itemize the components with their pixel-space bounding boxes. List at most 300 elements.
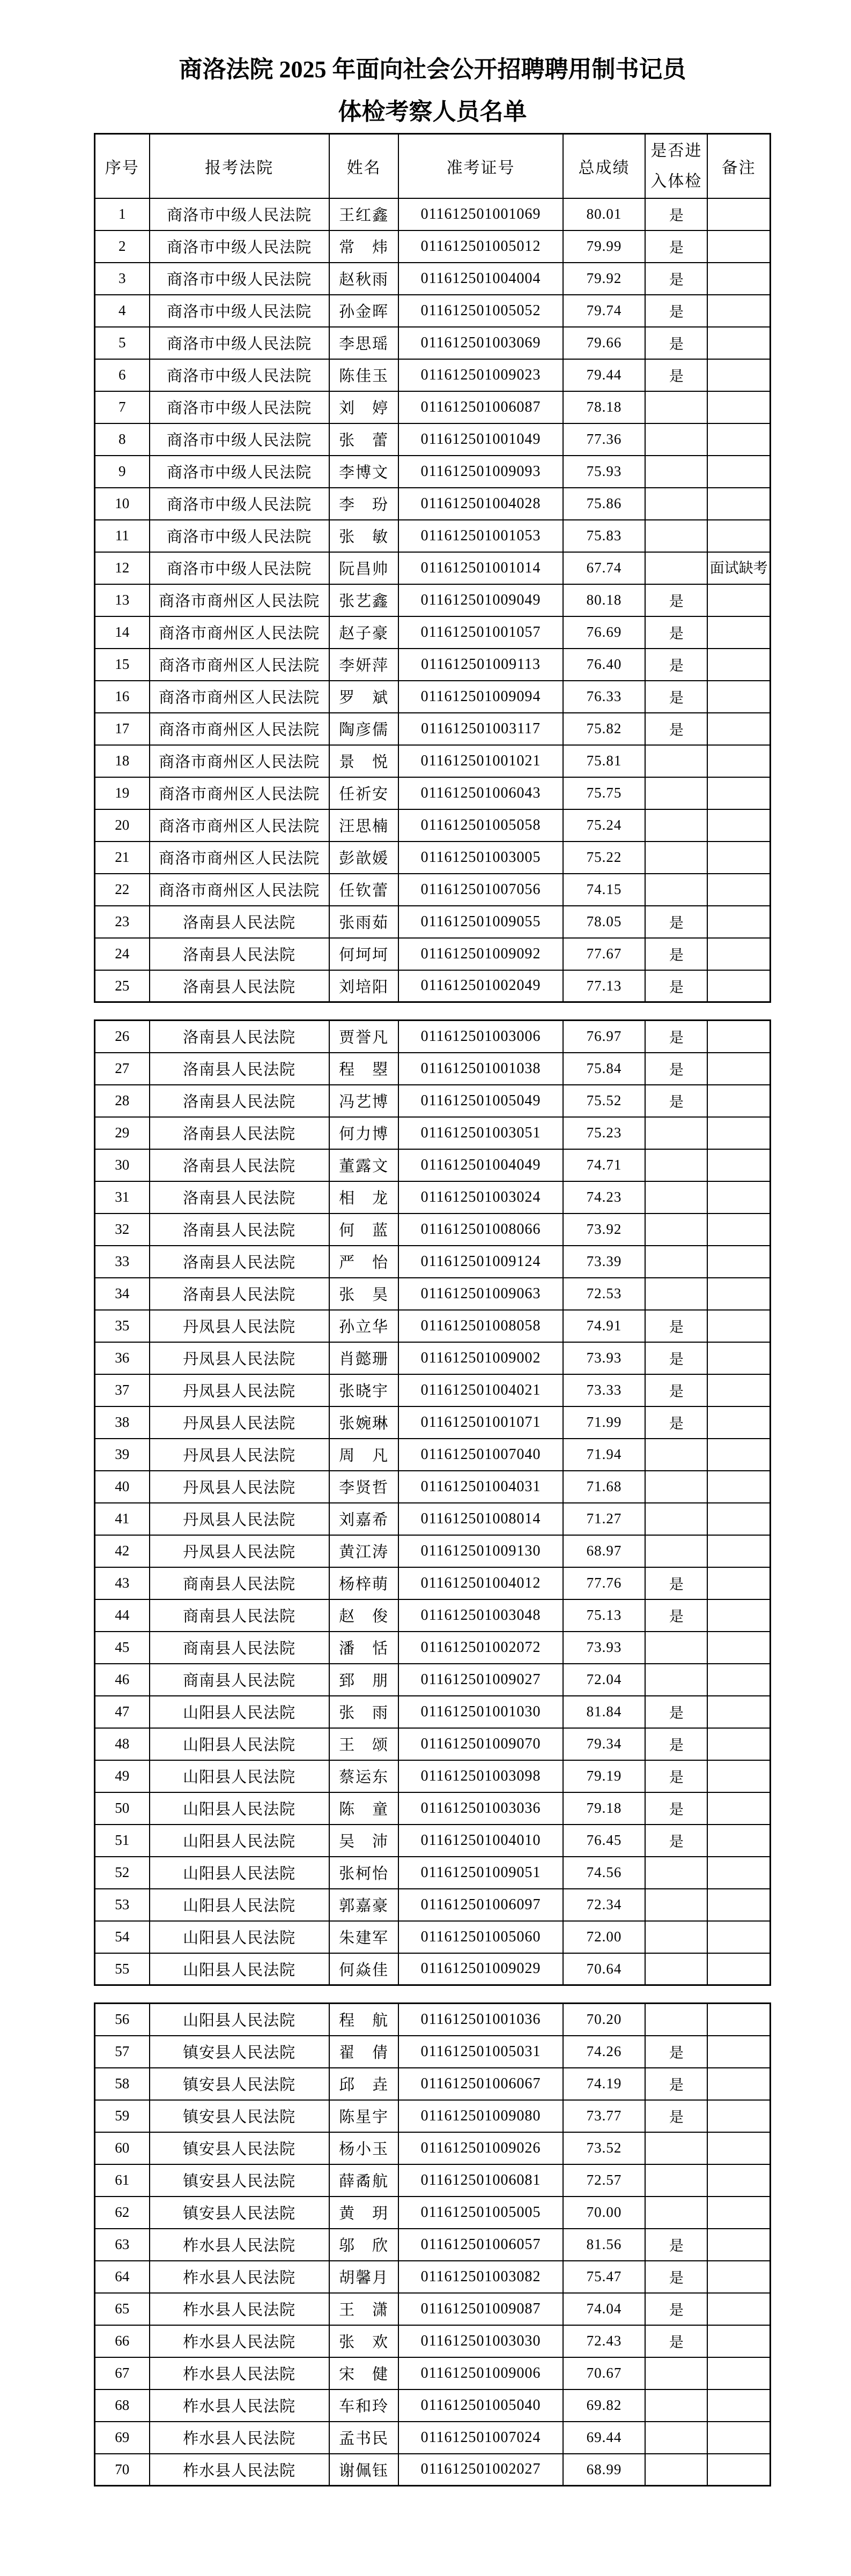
cell-medical-flag bbox=[645, 2389, 707, 2422]
cell-score: 76.40 bbox=[563, 649, 646, 681]
cell-remark bbox=[707, 1213, 770, 1246]
cell-score: 69.82 bbox=[563, 2389, 646, 2422]
cell-name: 王 潇 bbox=[329, 2293, 399, 2325]
table-row bbox=[95, 584, 771, 616]
cell-name: 任祈安 bbox=[329, 777, 399, 809]
cell-ticket: 011612501001057 bbox=[398, 616, 563, 649]
table-row bbox=[95, 1246, 771, 1278]
cell-medical-flag bbox=[645, 1664, 707, 1696]
table-row bbox=[95, 745, 771, 777]
cell-score: 73.77 bbox=[563, 2100, 646, 2132]
table-row bbox=[95, 1921, 771, 1953]
cell-remark bbox=[707, 456, 770, 488]
cell-no: 38 bbox=[95, 1406, 150, 1439]
cell-no: 10 bbox=[95, 488, 150, 520]
cell-ticket: 011612501009080 bbox=[398, 2100, 563, 2132]
cell-court: 商洛市商州区人民法院 bbox=[150, 584, 329, 616]
cell-name: 蔡运东 bbox=[329, 1760, 399, 1792]
cell-ticket: 011612501004028 bbox=[398, 488, 563, 520]
cell-score: 77.36 bbox=[563, 423, 646, 456]
cell-ticket: 011612501002027 bbox=[398, 2454, 563, 2486]
cell-score: 75.75 bbox=[563, 777, 646, 809]
cell-score: 70.20 bbox=[563, 2004, 646, 2036]
cell-no: 55 bbox=[95, 1953, 150, 1985]
table-row bbox=[95, 1953, 771, 1985]
table-row bbox=[95, 2422, 771, 2454]
cell-score: 71.27 bbox=[563, 1503, 646, 1535]
cell-medical-flag bbox=[645, 1632, 707, 1664]
cell-ticket: 011612501009070 bbox=[398, 1728, 563, 1760]
cell-ticket: 011612501004031 bbox=[398, 1471, 563, 1503]
table-row bbox=[95, 488, 771, 520]
cell-remark bbox=[707, 1439, 770, 1471]
cell-name: 潘 恬 bbox=[329, 1632, 399, 1664]
cell-medical-flag: 是 bbox=[645, 584, 707, 616]
cell-score: 79.19 bbox=[563, 1760, 646, 1792]
cell-name: 张 敏 bbox=[329, 520, 399, 552]
table-row bbox=[95, 777, 771, 809]
cell-ticket: 011612501005005 bbox=[398, 2197, 563, 2229]
cell-remark bbox=[707, 2132, 770, 2164]
cell-medical-flag bbox=[645, 1503, 707, 1535]
cell-medical-flag bbox=[645, 1213, 707, 1246]
cell-score: 72.04 bbox=[563, 1664, 646, 1696]
cell-remark bbox=[707, 2261, 770, 2293]
cell-court: 丹凤县人民法院 bbox=[150, 1535, 329, 1567]
cell-court: 山阳县人民法院 bbox=[150, 1760, 329, 1792]
cell-score: 72.00 bbox=[563, 1921, 646, 1953]
cell-court: 洛南县人民法院 bbox=[150, 1213, 329, 1246]
cell-name: 胡馨月 bbox=[329, 2261, 399, 2293]
cell-name: 阮昌帅 bbox=[329, 552, 399, 584]
cell-no: 46 bbox=[95, 1664, 150, 1696]
cell-remark bbox=[707, 2389, 770, 2422]
cell-court: 镇安县人民法院 bbox=[150, 2100, 329, 2132]
cell-score: 70.67 bbox=[563, 2357, 646, 2389]
cell-no: 25 bbox=[95, 970, 150, 1002]
cell-court: 商洛市中级人民法院 bbox=[150, 552, 329, 584]
cell-court: 商洛市中级人民法院 bbox=[150, 520, 329, 552]
cell-name: 汪思楠 bbox=[329, 809, 399, 842]
column-header-medical-line2: 入体检 bbox=[650, 172, 702, 190]
cell-medical-flag: 是 bbox=[645, 2229, 707, 2261]
cell-score: 73.52 bbox=[563, 2132, 646, 2164]
cell-no: 65 bbox=[95, 2293, 150, 2325]
table-row bbox=[95, 1599, 771, 1632]
cell-name: 李妍萍 bbox=[329, 649, 399, 681]
table-row bbox=[95, 1632, 771, 1664]
cell-court: 洛南县人民法院 bbox=[150, 1181, 329, 1213]
cell-court: 商洛市中级人民法院 bbox=[150, 327, 329, 359]
cell-score: 77.76 bbox=[563, 1567, 646, 1599]
cell-medical-flag: 是 bbox=[645, 1567, 707, 1599]
cell-remark bbox=[707, 2357, 770, 2389]
cell-remark bbox=[707, 1857, 770, 1889]
cell-no: 27 bbox=[95, 1053, 150, 1085]
table-row bbox=[95, 359, 771, 391]
table-row bbox=[95, 1374, 771, 1406]
cell-court: 丹凤县人民法院 bbox=[150, 1471, 329, 1503]
cell-ticket: 011612501007024 bbox=[398, 2422, 563, 2454]
cell-court: 商洛市商州区人民法院 bbox=[150, 616, 329, 649]
cell-remark bbox=[707, 745, 770, 777]
cell-remark bbox=[707, 520, 770, 552]
cell-remark bbox=[707, 1792, 770, 1825]
cell-remark bbox=[707, 1567, 770, 1599]
cell-name: 刘嘉希 bbox=[329, 1503, 399, 1535]
cell-remark bbox=[707, 874, 770, 906]
cell-score: 74.23 bbox=[563, 1181, 646, 1213]
cell-score: 73.92 bbox=[563, 1213, 646, 1246]
cell-no: 53 bbox=[95, 1889, 150, 1921]
cell-court: 洛南县人民法院 bbox=[150, 1278, 329, 1310]
table-row bbox=[95, 1760, 771, 1792]
cell-medical-flag bbox=[645, 1246, 707, 1278]
cell-ticket: 011612501003082 bbox=[398, 2261, 563, 2293]
cell-medical-flag: 是 bbox=[645, 2293, 707, 2325]
cell-no: 59 bbox=[95, 2100, 150, 2132]
table-row bbox=[95, 1117, 771, 1149]
table-row bbox=[95, 1696, 771, 1728]
cell-remark bbox=[707, 1181, 770, 1213]
cell-medical-flag: 是 bbox=[645, 1599, 707, 1632]
cell-ticket: 011612501004049 bbox=[398, 1149, 563, 1181]
cell-medical-flag bbox=[645, 842, 707, 874]
table-row bbox=[95, 809, 771, 842]
table-row bbox=[95, 423, 771, 456]
cell-score: 74.71 bbox=[563, 1149, 646, 1181]
cell-medical-flag bbox=[645, 1953, 707, 1985]
cell-name: 李贤哲 bbox=[329, 1471, 399, 1503]
cell-medical-flag: 是 bbox=[645, 2261, 707, 2293]
cell-remark bbox=[707, 649, 770, 681]
cell-remark bbox=[707, 681, 770, 713]
cell-name: 罗 斌 bbox=[329, 681, 399, 713]
cell-no: 57 bbox=[95, 2036, 150, 2068]
cell-medical-flag bbox=[645, 2454, 707, 2486]
cell-remark bbox=[707, 1342, 770, 1374]
table-row bbox=[95, 616, 771, 649]
cell-name: 张婉琳 bbox=[329, 1406, 399, 1439]
cell-medical-flag: 是 bbox=[645, 1792, 707, 1825]
table-row bbox=[95, 938, 771, 970]
cell-no: 41 bbox=[95, 1503, 150, 1535]
table-row bbox=[95, 1503, 771, 1535]
cell-score: 72.34 bbox=[563, 1889, 646, 1921]
cell-no: 15 bbox=[95, 649, 150, 681]
cell-medical-flag: 是 bbox=[645, 1696, 707, 1728]
cell-remark bbox=[707, 2293, 770, 2325]
cell-name: 李 玢 bbox=[329, 488, 399, 520]
cell-court: 山阳县人民法院 bbox=[150, 1825, 329, 1857]
cell-name: 朱建军 bbox=[329, 1921, 399, 1953]
cell-score: 75.24 bbox=[563, 809, 646, 842]
cell-name: 宋 健 bbox=[329, 2357, 399, 2389]
cell-ticket: 011612501005060 bbox=[398, 1921, 563, 1953]
cell-remark bbox=[707, 2164, 770, 2197]
cell-remark bbox=[707, 777, 770, 809]
cell-ticket: 011612501001071 bbox=[398, 1406, 563, 1439]
cell-court: 商南县人民法院 bbox=[150, 1599, 329, 1632]
cell-court: 商洛市中级人民法院 bbox=[150, 359, 329, 391]
cell-remark bbox=[707, 198, 770, 230]
cell-court: 商洛市商州区人民法院 bbox=[150, 713, 329, 745]
cell-remark bbox=[707, 488, 770, 520]
table-row bbox=[95, 1342, 771, 1374]
cell-medical-flag bbox=[645, 777, 707, 809]
cell-no: 26 bbox=[95, 1021, 150, 1053]
cell-remark bbox=[707, 1310, 770, 1342]
cell-name: 赵 俊 bbox=[329, 1599, 399, 1632]
cell-score: 72.43 bbox=[563, 2325, 646, 2357]
cell-name: 孟书民 bbox=[329, 2422, 399, 2454]
cell-score: 79.99 bbox=[563, 230, 646, 263]
cell-medical-flag bbox=[645, 456, 707, 488]
table-row bbox=[95, 1310, 771, 1342]
cell-name: 王红鑫 bbox=[329, 198, 399, 230]
cell-name: 吴 沛 bbox=[329, 1825, 399, 1857]
cell-medical-flag bbox=[645, 2132, 707, 2164]
cell-medical-flag bbox=[645, 2197, 707, 2229]
cell-court: 丹凤县人民法院 bbox=[150, 1310, 329, 1342]
cell-no: 13 bbox=[95, 584, 150, 616]
cell-ticket: 011612501001036 bbox=[398, 2004, 563, 2036]
cell-remark bbox=[707, 2325, 770, 2357]
cell-ticket: 011612501003069 bbox=[398, 327, 563, 359]
cell-court: 丹凤县人民法院 bbox=[150, 1439, 329, 1471]
cell-court: 丹凤县人民法院 bbox=[150, 1342, 329, 1374]
table-row bbox=[95, 1213, 771, 1246]
cell-score: 72.53 bbox=[563, 1278, 646, 1310]
cell-score: 80.18 bbox=[563, 584, 646, 616]
cell-no: 62 bbox=[95, 2197, 150, 2229]
table-row bbox=[95, 649, 771, 681]
cell-ticket: 011612501003005 bbox=[398, 842, 563, 874]
cell-medical-flag: 是 bbox=[645, 2036, 707, 2068]
cell-name: 郭嘉豪 bbox=[329, 1889, 399, 1921]
cell-court: 商洛市商州区人民法院 bbox=[150, 745, 329, 777]
cell-score: 74.19 bbox=[563, 2068, 646, 2100]
cell-medical-flag bbox=[645, 1278, 707, 1310]
cell-ticket: 011612501008014 bbox=[398, 1503, 563, 1535]
cell-remark bbox=[707, 2036, 770, 2068]
roster-table-segment bbox=[94, 1019, 771, 1986]
cell-court: 丹凤县人民法院 bbox=[150, 1374, 329, 1406]
cell-remark bbox=[707, 1278, 770, 1310]
cell-no: 6 bbox=[95, 359, 150, 391]
cell-medical-flag bbox=[645, 2004, 707, 2036]
cell-name: 张雨茹 bbox=[329, 906, 399, 938]
cell-remark bbox=[707, 1953, 770, 1985]
cell-ticket: 011612501009094 bbox=[398, 681, 563, 713]
cell-medical-flag: 是 bbox=[645, 1825, 707, 1857]
cell-score: 77.13 bbox=[563, 970, 646, 1002]
cell-court: 山阳县人民法院 bbox=[150, 2004, 329, 2036]
cell-court: 山阳县人民法院 bbox=[150, 1953, 329, 1985]
cell-score: 75.81 bbox=[563, 745, 646, 777]
cell-no: 43 bbox=[95, 1567, 150, 1599]
cell-medical-flag: 是 bbox=[645, 1760, 707, 1792]
cell-no: 39 bbox=[95, 1439, 150, 1471]
roster-table-segment bbox=[94, 133, 771, 1003]
cell-score: 76.45 bbox=[563, 1825, 646, 1857]
table-row bbox=[95, 2325, 771, 2357]
cell-ticket: 011612501009027 bbox=[398, 1664, 563, 1696]
cell-ticket: 011612501001030 bbox=[398, 1696, 563, 1728]
cell-score: 71.68 bbox=[563, 1471, 646, 1503]
cell-medical-flag: 是 bbox=[645, 1374, 707, 1406]
cell-no: 24 bbox=[95, 938, 150, 970]
cell-medical-flag: 是 bbox=[645, 1053, 707, 1085]
cell-no: 47 bbox=[95, 1696, 150, 1728]
cell-score: 75.22 bbox=[563, 842, 646, 874]
cell-court: 洛南县人民法院 bbox=[150, 970, 329, 1002]
cell-court: 镇安县人民法院 bbox=[150, 2164, 329, 2197]
cell-court: 商洛市商州区人民法院 bbox=[150, 649, 329, 681]
cell-court: 柞水县人民法院 bbox=[150, 2229, 329, 2261]
cell-no: 52 bbox=[95, 1857, 150, 1889]
cell-no: 66 bbox=[95, 2325, 150, 2357]
column-header-score: 总成绩 bbox=[563, 134, 646, 198]
cell-remark bbox=[707, 263, 770, 295]
cell-ticket: 011612501003051 bbox=[398, 1117, 563, 1149]
cell-remark bbox=[707, 2422, 770, 2454]
cell-remark bbox=[707, 1149, 770, 1181]
cell-no: 21 bbox=[95, 842, 150, 874]
cell-court: 商洛市中级人民法院 bbox=[150, 295, 329, 327]
cell-score: 69.44 bbox=[563, 2422, 646, 2454]
cell-medical-flag bbox=[645, 1857, 707, 1889]
cell-score: 79.74 bbox=[563, 295, 646, 327]
cell-name: 黄 玥 bbox=[329, 2197, 399, 2229]
cell-medical-flag bbox=[645, 809, 707, 842]
cell-ticket: 011612501007040 bbox=[398, 1439, 563, 1471]
cell-remark bbox=[707, 809, 770, 842]
cell-ticket: 011612501003024 bbox=[398, 1181, 563, 1213]
cell-court: 商洛市中级人民法院 bbox=[150, 423, 329, 456]
cell-no: 64 bbox=[95, 2261, 150, 2293]
cell-no: 37 bbox=[95, 1374, 150, 1406]
cell-medical-flag: 是 bbox=[645, 359, 707, 391]
cell-ticket: 011612501009113 bbox=[398, 649, 563, 681]
table-row bbox=[95, 1406, 771, 1439]
cell-medical-flag bbox=[645, 423, 707, 456]
cell-medical-flag: 是 bbox=[645, 681, 707, 713]
cell-court: 镇安县人民法院 bbox=[150, 2197, 329, 2229]
cell-medical-flag bbox=[645, 2357, 707, 2389]
cell-court: 镇安县人民法院 bbox=[150, 2036, 329, 2068]
cell-remark bbox=[707, 1664, 770, 1696]
cell-court: 商洛市商州区人民法院 bbox=[150, 809, 329, 842]
cell-court: 柞水县人民法院 bbox=[150, 2454, 329, 2486]
table-row bbox=[95, 713, 771, 745]
cell-medical-flag: 是 bbox=[645, 906, 707, 938]
cell-name: 何 蓝 bbox=[329, 1213, 399, 1246]
cell-score: 74.04 bbox=[563, 2293, 646, 2325]
cell-medical-flag bbox=[645, 488, 707, 520]
column-header-no: 序号 bbox=[95, 134, 150, 198]
cell-no: 29 bbox=[95, 1117, 150, 1149]
cell-score: 75.23 bbox=[563, 1117, 646, 1149]
cell-medical-flag: 是 bbox=[645, 2068, 707, 2100]
cell-court: 镇安县人民法院 bbox=[150, 2132, 329, 2164]
cell-court: 丹凤县人民法院 bbox=[150, 1503, 329, 1535]
cell-remark bbox=[707, 938, 770, 970]
cell-ticket: 011612501006067 bbox=[398, 2068, 563, 2100]
cell-court: 商南县人民法院 bbox=[150, 1567, 329, 1599]
cell-ticket: 011612501009092 bbox=[398, 938, 563, 970]
cell-no: 23 bbox=[95, 906, 150, 938]
cell-ticket: 011612501009023 bbox=[398, 359, 563, 391]
cell-score: 77.67 bbox=[563, 938, 646, 970]
cell-no: 1 bbox=[95, 198, 150, 230]
table-row bbox=[95, 2389, 771, 2422]
cell-court: 商洛市商州区人民法院 bbox=[150, 681, 329, 713]
cell-ticket: 011612501008058 bbox=[398, 1310, 563, 1342]
table-row bbox=[95, 1085, 771, 1117]
cell-ticket: 011612501009130 bbox=[398, 1535, 563, 1567]
cell-remark bbox=[707, 359, 770, 391]
table-row bbox=[95, 1664, 771, 1696]
table-row bbox=[95, 2132, 771, 2164]
cell-no: 32 bbox=[95, 1213, 150, 1246]
cell-court: 商南县人民法院 bbox=[150, 1632, 329, 1664]
table-row bbox=[95, 1181, 771, 1213]
cell-name: 车和玲 bbox=[329, 2389, 399, 2422]
cell-remark bbox=[707, 1503, 770, 1535]
cell-score: 76.33 bbox=[563, 681, 646, 713]
cell-court: 商洛市中级人民法院 bbox=[150, 263, 329, 295]
cell-score: 76.97 bbox=[563, 1021, 646, 1053]
table-row bbox=[95, 2454, 771, 2486]
cell-remark bbox=[707, 327, 770, 359]
table-row bbox=[95, 2068, 771, 2100]
cell-remark bbox=[707, 2229, 770, 2261]
table-row bbox=[95, 1439, 771, 1471]
cell-medical-flag: 是 bbox=[645, 1310, 707, 1342]
cell-no: 40 bbox=[95, 1471, 150, 1503]
cell-no: 14 bbox=[95, 616, 150, 649]
table-row bbox=[95, 2004, 771, 2036]
cell-ticket: 011612501002072 bbox=[398, 1632, 563, 1664]
cell-score: 75.86 bbox=[563, 488, 646, 520]
roster-table-segment bbox=[94, 2002, 771, 2486]
cell-ticket: 011612501004021 bbox=[398, 1374, 563, 1406]
cell-no: 3 bbox=[95, 263, 150, 295]
cell-name: 张 昊 bbox=[329, 1278, 399, 1310]
cell-ticket: 011612501007056 bbox=[398, 874, 563, 906]
cell-remark bbox=[707, 1085, 770, 1117]
cell-name: 贾誉凡 bbox=[329, 1021, 399, 1053]
table-row bbox=[95, 263, 771, 295]
cell-medical-flag: 是 bbox=[645, 1342, 707, 1374]
cell-remark bbox=[707, 1374, 770, 1406]
cell-no: 20 bbox=[95, 809, 150, 842]
cell-name: 赵子豪 bbox=[329, 616, 399, 649]
cell-name: 陈星宇 bbox=[329, 2100, 399, 2132]
cell-medical-flag: 是 bbox=[645, 1021, 707, 1053]
cell-ticket: 011612501001049 bbox=[398, 423, 563, 456]
cell-no: 17 bbox=[95, 713, 150, 745]
cell-ticket: 011612501009093 bbox=[398, 456, 563, 488]
table-row bbox=[95, 1471, 771, 1503]
cell-score: 75.93 bbox=[563, 456, 646, 488]
cell-ticket: 011612501006081 bbox=[398, 2164, 563, 2197]
cell-ticket: 011612501003048 bbox=[398, 1599, 563, 1632]
table-row bbox=[95, 2036, 771, 2068]
cell-name: 黄江涛 bbox=[329, 1535, 399, 1567]
cell-court: 洛南县人民法院 bbox=[150, 1117, 329, 1149]
